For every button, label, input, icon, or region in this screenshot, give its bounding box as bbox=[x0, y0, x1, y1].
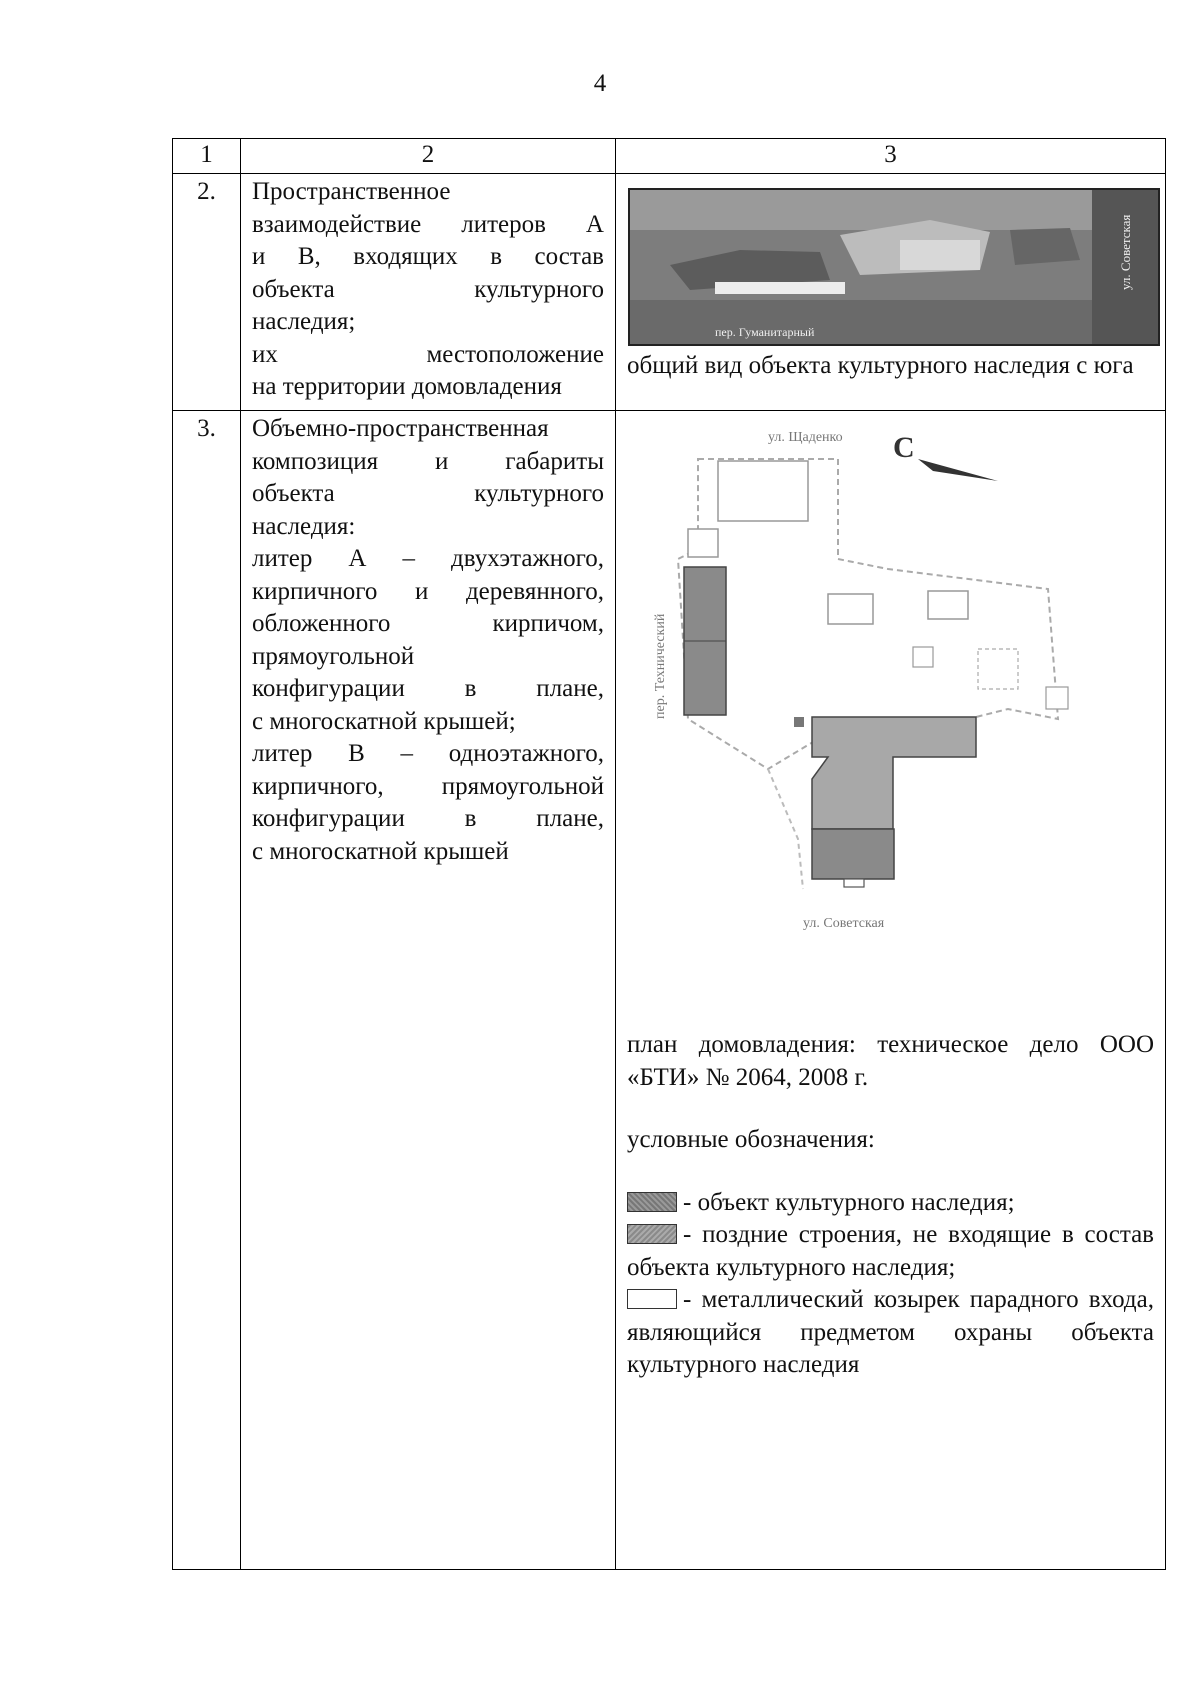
text-line: кирпичного, прямоугольной bbox=[252, 772, 604, 800]
text-line: кирпичного и деревянного, bbox=[252, 577, 604, 605]
site-plan bbox=[628, 419, 1158, 999]
street-label-bottom: ул. Советская bbox=[803, 916, 885, 931]
text-line: литер В – одноэтажного, bbox=[252, 740, 604, 767]
text-line: обложенного кирпичом, bbox=[252, 610, 604, 637]
header-cell-3: 3 bbox=[616, 139, 1166, 174]
text-line: на территории домовладения bbox=[252, 373, 562, 400]
site-plan-graphic bbox=[628, 419, 1158, 999]
legend-text: - металлический козырек парадного входа, являющийся предметом охраны объекта культурного наследия bbox=[627, 1286, 1154, 1378]
row-description bbox=[241, 411, 616, 1570]
row-number: 2. bbox=[173, 174, 241, 411]
south-view-photo bbox=[628, 188, 1160, 346]
text-line: наследия: bbox=[252, 512, 356, 540]
building-late-structure bbox=[812, 829, 894, 879]
legend-swatch-heritage bbox=[627, 1192, 677, 1212]
entrance-canopy bbox=[844, 879, 864, 887]
text-line: их местоположение bbox=[252, 340, 604, 368]
plan-caption: план домовладения: техническое дело ООО «БТИ» № 2064, 2008 г. bbox=[627, 1031, 1154, 1091]
text-line: литер А – двухэтажного, bbox=[252, 545, 604, 572]
table-row bbox=[173, 411, 1166, 1570]
heritage-table bbox=[172, 138, 1166, 1570]
legend-swatch-canopy bbox=[627, 1289, 677, 1309]
legend-item bbox=[627, 1219, 1154, 1284]
text-line: с многоскатной крышей bbox=[252, 837, 509, 865]
row-illustration bbox=[616, 174, 1166, 411]
row-illustration bbox=[616, 411, 1166, 1570]
text-line: композиция и габариты bbox=[252, 447, 604, 475]
building-liter-v bbox=[812, 717, 976, 829]
street-label-right: ул. Советская bbox=[1118, 214, 1133, 290]
legend-text: - объект культурного наследия; bbox=[683, 1188, 1015, 1216]
street-label-left: пер. Технический bbox=[653, 613, 668, 719]
row-description bbox=[241, 174, 616, 411]
header-cell-1: 1 bbox=[173, 139, 241, 174]
street-label-bottom: пер. Гуманитарный bbox=[715, 325, 815, 339]
plan-description bbox=[616, 999, 1165, 1382]
text-line: Объемно-пространственная bbox=[252, 415, 549, 442]
photo-graphic bbox=[630, 190, 1158, 344]
header-cell-2: 2 bbox=[241, 139, 616, 174]
page-number: 4 bbox=[593, 70, 607, 97]
text-line: объекта культурного bbox=[252, 480, 604, 507]
legend-title: условные обозначения: bbox=[627, 1126, 875, 1153]
text-line: конфигурации в плане, bbox=[252, 805, 604, 832]
text-line: прямоугольной bbox=[252, 642, 415, 670]
text-line: конфигурации в плане, bbox=[252, 675, 604, 702]
row-number: 3. bbox=[173, 411, 241, 1570]
text-line: с многоскатной крышей; bbox=[252, 707, 516, 735]
legend-item bbox=[627, 1284, 1154, 1382]
legend-swatch-late bbox=[627, 1224, 677, 1244]
legend-item bbox=[627, 1187, 1154, 1220]
street-label-top: ул. Щаденко bbox=[768, 430, 843, 445]
north-letter: С bbox=[893, 431, 915, 464]
north-arrow-icon bbox=[918, 459, 998, 481]
text-line: взаимодействие литеров А bbox=[252, 210, 604, 238]
text-line: наследия; bbox=[252, 308, 356, 335]
table-row bbox=[173, 174, 1166, 411]
table-header-row bbox=[173, 139, 1166, 174]
legend-text: - поздние строения, не входящие в состав объекта культурного наследия; bbox=[627, 1221, 1154, 1281]
text-line: Пространственное bbox=[252, 178, 451, 205]
text-line: и В, входящих в состав bbox=[252, 243, 604, 270]
photo-caption: общий вид объекта культурного наследия с юга bbox=[627, 352, 1134, 379]
text-line: объекта культурного bbox=[252, 275, 604, 303]
